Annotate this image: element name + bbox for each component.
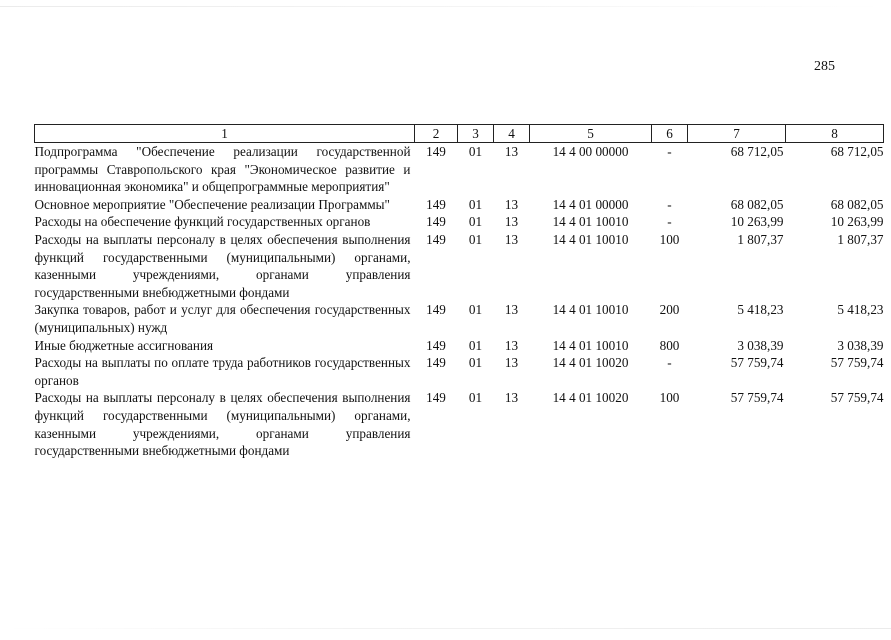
cell-col6: 200 [659,302,680,318]
cell-col2: 149 [426,196,446,212]
cell-col8: 5 418,23 [837,302,884,318]
cell-col2: 149 [426,302,446,318]
cell-col4: 13 [504,144,519,159]
cell-col2: 149 [426,231,446,247]
cell-col5: 14 4 00 00000 [552,144,629,159]
table-row [35,301,884,336]
cell-col5: 14 4 01 10010 [552,214,629,230]
header-col-8: 8 [786,125,884,143]
cell-col7: 1 807,37 [737,231,784,247]
cell-col4: 13 [504,231,519,247]
header-col-1: 1 [35,125,415,143]
header-col-6: 6 [652,125,688,143]
cell-col6: - [667,355,672,371]
cell-col4: 13 [504,355,519,371]
cell-col3: 01 [468,231,483,247]
table-row [35,143,884,196]
table-body [35,143,884,460]
table-row [35,337,884,355]
cell-col5: 14 4 01 10010 [552,231,629,247]
cell-col8: 68 082,05 [830,196,884,212]
cell-col8: 1 807,37 [837,231,884,247]
scan-edge-top [0,6,891,7]
page-number: 285 [814,59,835,74]
cell-col6: - [667,196,672,212]
cell-col6: 100 [659,390,680,406]
cell-col3: 01 [468,144,483,159]
row-name: Расходы на выплаты персоналу в целях обеспечения выполнения функций государственными (муниципальными) органами, казенными учреждениями, органами управления государственными внебюджетными фондами [34,390,411,459]
cell-col2: 149 [426,355,446,371]
cell-col4: 13 [504,302,519,318]
cell-col7: 57 759,74 [730,355,784,371]
header-col-5: 5 [530,125,652,143]
header-col-3: 3 [458,125,494,143]
cell-col7: 10 263,99 [730,214,784,230]
cell-col8: 3 038,39 [837,337,884,353]
cell-col5: 14 4 01 10010 [552,302,629,318]
cell-col5: 14 4 01 00000 [552,196,629,212]
cell-col7: 57 759,74 [730,390,784,406]
row-name: Закупка товаров, работ и услуг для обеспечения государственных (муниципальных) нужд [34,302,411,335]
row-name: Основное мероприятие "Обеспечение реализации Программы" [34,196,390,212]
cell-col5: 14 4 01 10020 [552,355,629,371]
cell-col3: 01 [468,196,483,212]
header-col-4: 4 [494,125,530,143]
header-col-2: 2 [415,125,458,143]
table-header [35,125,884,143]
cell-col8: 68 712,05 [830,144,884,159]
cell-col7: 68 082,05 [730,196,784,212]
row-name: Иные бюджетные ассигнования [34,337,214,353]
cell-col3: 01 [468,337,483,353]
header-col-7: 7 [688,125,786,143]
cell-col7: 68 712,05 [730,144,784,159]
table-row [35,389,884,459]
cell-col4: 13 [504,390,519,406]
cell-col3: 01 [468,390,483,406]
cell-col8: 10 263,99 [830,214,884,230]
table-row [35,196,884,214]
cell-col8: 57 759,74 [830,390,884,406]
row-name: Подпрограмма "Обеспечение реализации государственной программы Ставропольского края "Экономическое развитие и инновационная экономика" и общепрограммные мероприятия" [34,144,411,195]
cell-col3: 01 [468,355,483,371]
cell-col2: 149 [426,214,446,230]
cell-col2: 149 [426,337,446,353]
cell-col3: 01 [468,302,483,318]
table-row [35,231,884,301]
cell-col7: 3 038,39 [737,337,784,353]
cell-col8: 57 759,74 [830,355,884,371]
budget-table [34,124,884,460]
cell-col4: 13 [504,214,519,230]
table-row [35,354,884,389]
cell-col5: 14 4 01 10010 [552,337,629,353]
cell-col4: 13 [504,196,519,212]
row-name: Расходы на обеспечение функций государственных органов [34,214,371,230]
cell-col6: - [667,144,672,159]
row-name: Расходы на выплаты персоналу в целях обеспечения выполнения функций государственными (муниципальными) органами, казенными учреждениями, органами управления государственными внебюджетными фондами [34,231,411,300]
row-name: Расходы на выплаты по оплате труда работников государственных органов [34,355,411,388]
cell-col7: 5 418,23 [737,302,784,318]
cell-col6: 100 [659,231,680,247]
header-row [35,125,884,143]
scan-edge-bottom [0,628,891,629]
cell-col2: 149 [426,390,446,406]
cell-col4: 13 [504,337,519,353]
cell-col5: 14 4 01 10020 [552,390,629,406]
table-row [35,213,884,231]
cell-col6: - [667,214,672,230]
cell-col6: 800 [659,337,680,353]
cell-col2: 149 [426,144,446,159]
cell-col3: 01 [468,214,483,230]
